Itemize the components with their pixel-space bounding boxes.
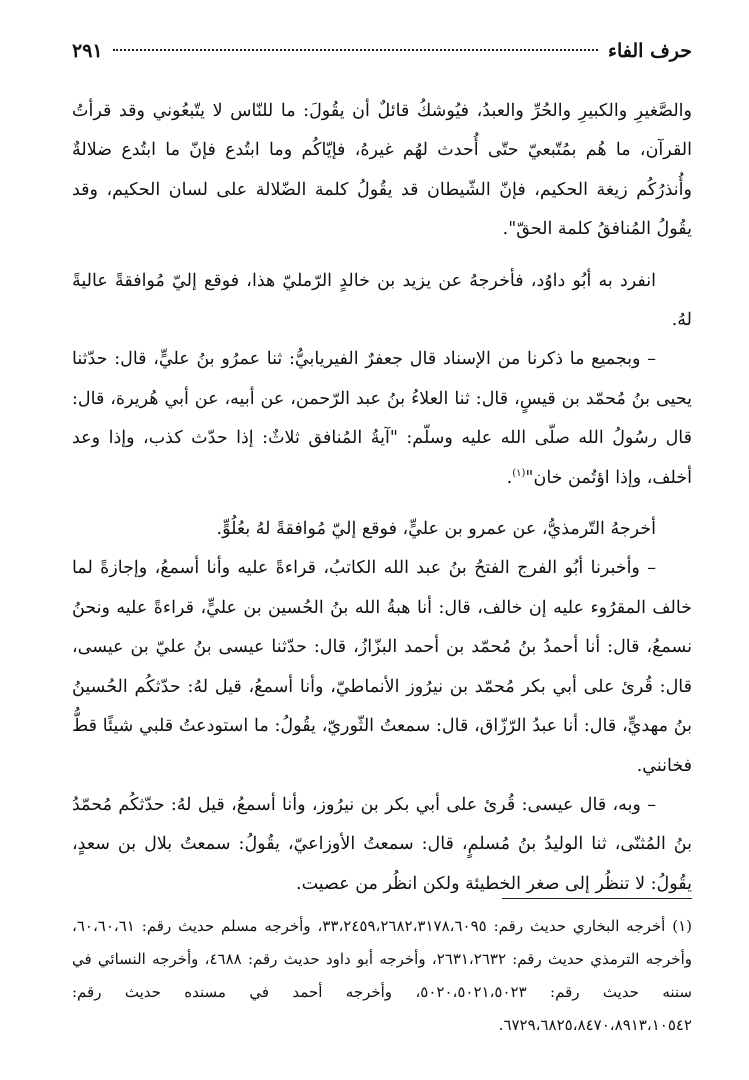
footnote-reference: (١) <box>512 467 526 479</box>
paragraph-3-text: – وبجميع ما ذكرنا من الإسناد قال جعفرٌ الفيريابيُّ: ثنا عمرُو بنُ عليٍّ، قال: حدّثنا يحيى بنُ مُحمّد بن قيسٍ، قال: ثنا العلاءُ بنُ عبد الرّحمن، عن أبيه، عن أبي هُريرة، قال: قال رسُولُ الله صلّى الله عليه وسلّم: "آيةُ المُنافق ثلاثٌ: إذا حدّث كذب، وإذا وعد أخلف، وإذا اؤتُمن خان" <box>72 349 692 488</box>
chapter-title: حرف الفاء <box>608 40 692 62</box>
paragraph-3: – وبجميع ما ذكرنا من الإسناد قال جعفرٌ الفيريابيُّ: ثنا عمرُو بنُ عليٍّ، قال: حدّثنا يحيى بنُ مُحمّد بن قيسٍ، قال: ثنا العلاءُ بنُ عبد الرّحمن، عن أبيه، عن أبي هُريرة، قال: قال رسُولُ الله صلّى الله عليه وسلّم: "آيةُ المُنافق ثلاثٌ: إذا حدّث كذب، وإذا وعد أخلف، وإذا اؤتُمن خان"$^{(١)}$. <box>72 349 692 488</box>
paragraph-5: – وأخبرنا أبُو الفرج الفتحُ بنُ عبد الله الكاتبُ، قراءةً عليه وأنا أسمعُ، وإجازةً لما خالف المقرُوء عليه إن خالف، قال: أنا هبةُ الله بنُ الحُسين بن عليٍّ، قراءةً عليه ونحنُ نسمعُ، قال: أنا أحمدُ بنُ مُحمّد بن أحمد البزّازُ، قال: حدّثنا عيسى بنُ عليّ بن عيسى، قال: قُرئ على أبي بكر مُحمّد بن نيرُوز الأنماطيّ، وأنا أسمعُ، قيل لهُ: حدّثكُم الحُسينُ بنُ مهديٍّ، قال: أنا عبدُ الرّزّاق، قال: سمعتُ الثّوريّ، يقُولُ: ما استودعتُ قلبي شيئًا قطُّ فخانني. <box>72 558 692 776</box>
paragraph-1: والصَّغيرِ والكبيرِ والحُرِّ والعبدُ، فيُوشكُ قائلٌ أن يقُولَ: ما للنّاس لا يتّبعُوني وقد قرأتُ القرآن، ما هُم بمُتّبعيّ حتّى أُحدث لهُم غيرهُ، فإيّاكُم وما ابتُدع فإنّ ما ابتُدع ضلالةٌ وأُنذرُكُم زيغة الحكيم، فإنّ الشّيطان قد يقُولُ كلمة الضّلالة على لسان الحكيم، وقد يقُولُ المُنافقُ كلمة الحقّ". <box>72 101 692 240</box>
paragraph-4: أخرجهُ التّرمذيُّ، عن عمرو بن عليٍّ، فوقع إليّ مُوافقةً لهُ بعُلُوٍّ. <box>216 519 656 540</box>
footnote-divider <box>502 898 692 899</box>
page-number: ٢٩١ <box>72 40 103 62</box>
paragraph-2: انفرد به أبُو داوُد، فأخرجهُ عن يزيد بن خالدٍ الرّمليّ هذا، فوقع إليّ مُوافقةً عاليةً لهُ. <box>72 270 692 331</box>
main-text <box>72 92 692 904</box>
paragraph-6: – وبه، قال عيسى: قُرئ على أبي بكر بن نيرُوز، وأنا أسمعُ، قيل لهُ: حدّثكُم مُحمّدُ بنُ المُثنّى، ثنا الوليدُ بنُ مُسلمٍ، قال: سمعتُ الأوزاعيّ، يقُولُ: سمعتُ بلال بن سعدٍ، يقُولُ: لا تنظُر إلى صغر الخطيئة ولكن انظُر من عصيت. <box>72 794 692 894</box>
footnote: (١) أخرجه البخاري حديث رقم: ٣٣،٢٤٥٩،٢٦٨٢،٣١٧٨،٦٠٩٥، وأخرجه مسلم حديث رقم: ٦٠،٦٠،٦١، وأخرجه الترمذي حديث رقم: ٢٦٣١،٢٦٣٢، وأخرجه أبو داود حديث رقم: ٤٦٨٨، وأخرجه النسائي في سننه حديث رقم: ٥٠٢٠،٥٠٢١،٥٠٢٣، وأخرجه أحمد في مسنده حديث رقم: ٦٧٢٩،٦٨٢٥،٨٤٧٠،٨٩١٣،١٠٥٤٢. <box>72 917 693 1034</box>
header-dot-leader <box>113 49 598 51</box>
running-header <box>72 40 692 72</box>
